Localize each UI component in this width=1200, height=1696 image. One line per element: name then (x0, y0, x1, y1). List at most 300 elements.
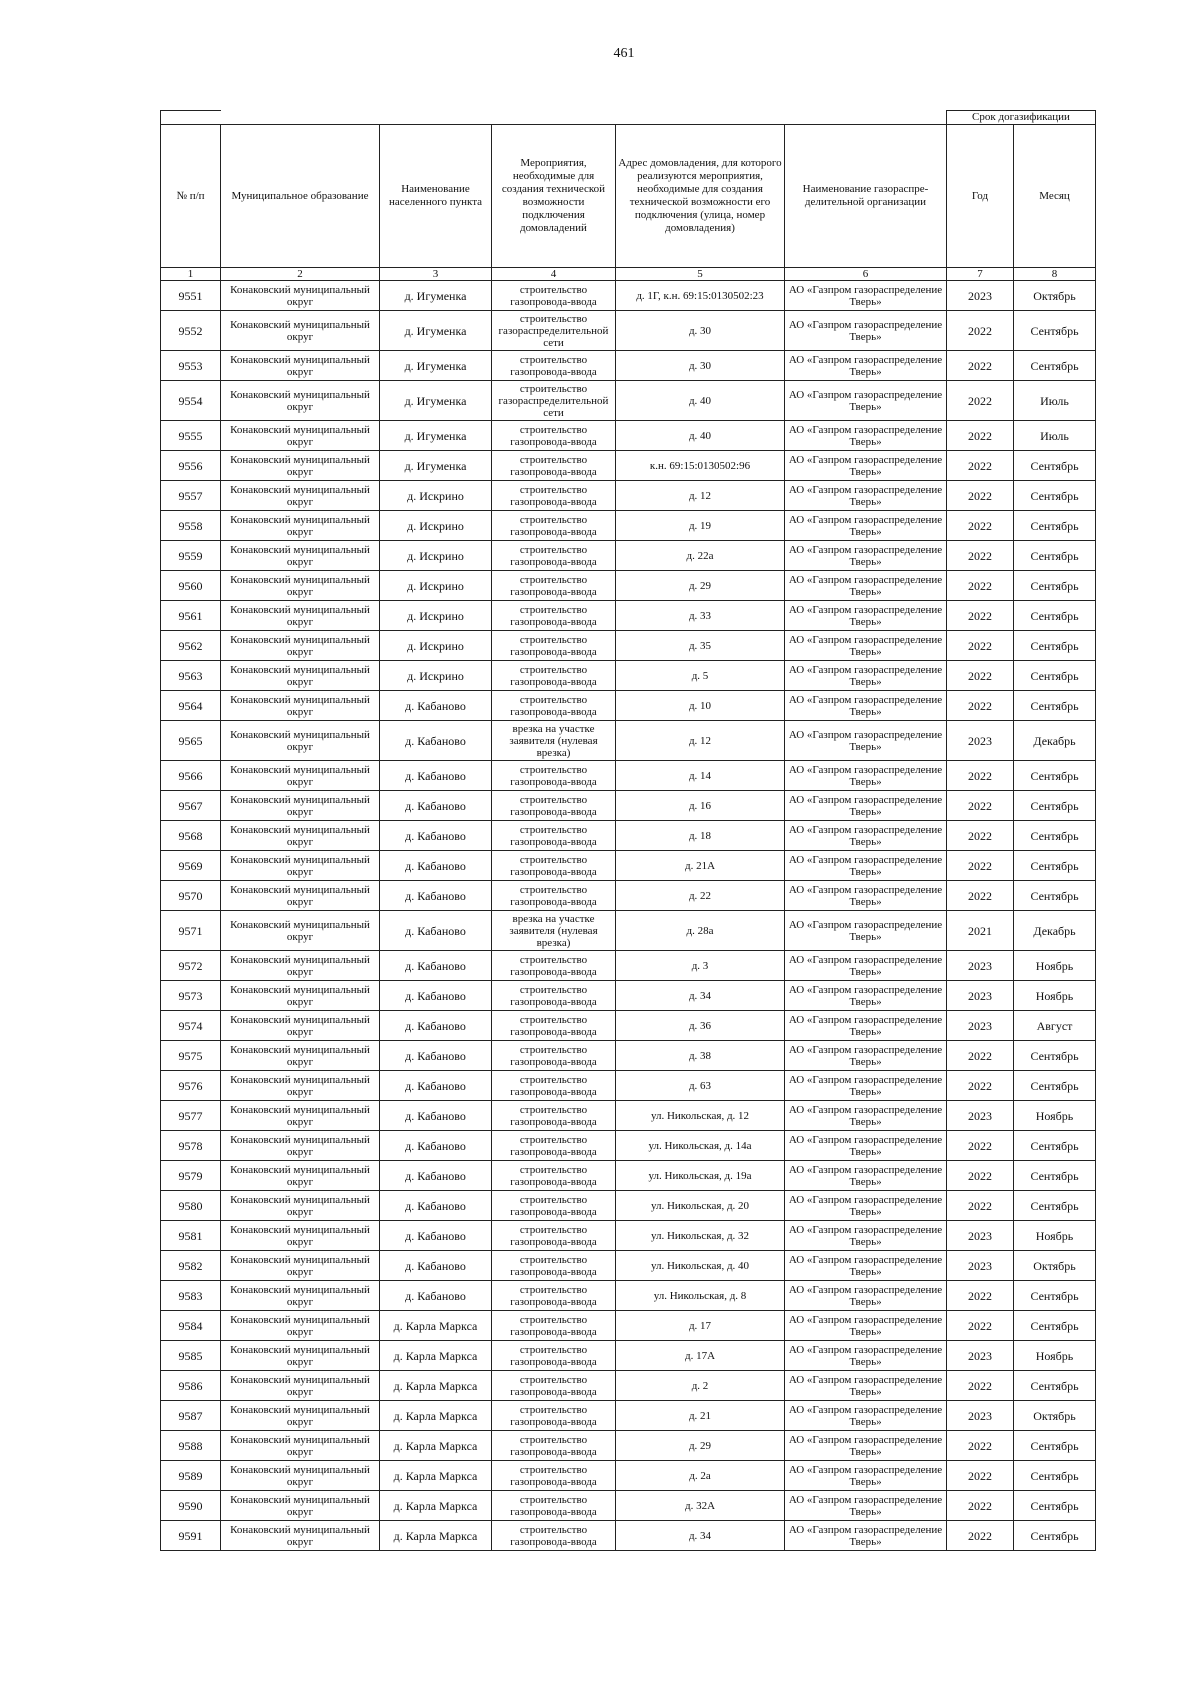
cell-month: Сентябрь (1014, 1371, 1096, 1401)
cell-address: д. 29 (616, 1431, 785, 1461)
cell-organization: АО «Газпром газораспределение Тверь» (785, 851, 947, 881)
cell-settlement: д. Кабаново (380, 721, 492, 761)
cell-settlement: д. Кабаново (380, 1041, 492, 1071)
cell-month: Сентябрь (1014, 631, 1096, 661)
cell-year: 2022 (947, 881, 1014, 911)
cell-settlement: д. Кабаново (380, 791, 492, 821)
cell-settlement: д. Кабаново (380, 911, 492, 951)
cell-month: Сентябрь (1014, 851, 1096, 881)
cell-settlement: д. Игуменка (380, 281, 492, 311)
cell-month: Ноябрь (1014, 1341, 1096, 1371)
table-row (161, 1401, 1096, 1431)
table-row (161, 311, 1096, 351)
cell-number: 9580 (161, 1191, 221, 1221)
cell-action: строительство газопровода-ввода (492, 1521, 616, 1551)
cell-action: строительство газораспределительной сети (492, 311, 616, 351)
cell-municipality: Конаковский муниципальный округ (221, 1101, 380, 1131)
table-row (161, 691, 1096, 721)
cell-address: д. 21А (616, 851, 785, 881)
cell-address: ул. Никольская, д. 14а (616, 1131, 785, 1161)
cell-address: д. 63 (616, 1071, 785, 1101)
cell-year: 2022 (947, 1461, 1014, 1491)
cell-action: строительство газопровода-ввода (492, 1161, 616, 1191)
cell-month: Ноябрь (1014, 1221, 1096, 1251)
cell-organization: АО «Газпром газораспределение Тверь» (785, 1521, 947, 1551)
cell-municipality: Конаковский муниципальный округ (221, 281, 380, 311)
cell-address: д. 21 (616, 1401, 785, 1431)
cell-month: Сентябрь (1014, 661, 1096, 691)
cell-month: Декабрь (1014, 911, 1096, 951)
cell-number: 9557 (161, 481, 221, 511)
table-row (161, 1191, 1096, 1221)
cell-municipality: Конаковский муниципальный округ (221, 761, 380, 791)
cell-number: 9559 (161, 541, 221, 571)
cell-year: 2022 (947, 1041, 1014, 1071)
cell-year: 2022 (947, 821, 1014, 851)
cell-year: 2022 (947, 1131, 1014, 1161)
cell-action: строительство газопровода-ввода (492, 1281, 616, 1311)
cell-action: строительство газопровода-ввода (492, 1491, 616, 1521)
cell-action: строительство газопровода-ввода (492, 1131, 616, 1161)
table-row (161, 481, 1096, 511)
table-row (161, 1041, 1096, 1071)
cell-number: 9562 (161, 631, 221, 661)
table-row (161, 451, 1096, 481)
cell-address: ул. Никольская, д. 20 (616, 1191, 785, 1221)
column-number: 4 (492, 268, 616, 281)
cell-month: Сентябрь (1014, 1521, 1096, 1551)
cell-municipality: Конаковский муниципальный округ (221, 1521, 380, 1551)
cell-year: 2023 (947, 1011, 1014, 1041)
cell-organization: АО «Газпром газораспределение Тверь» (785, 1221, 947, 1251)
cell-number: 9573 (161, 981, 221, 1011)
cell-address: д. 17 (616, 1311, 785, 1341)
cell-municipality: Конаковский муниципальный округ (221, 951, 380, 981)
cell-number: 9591 (161, 1521, 221, 1551)
cell-settlement: д. Искрино (380, 661, 492, 691)
cell-number: 9564 (161, 691, 221, 721)
cell-municipality: Конаковский муниципальный округ (221, 791, 380, 821)
cell-year: 2023 (947, 721, 1014, 761)
cell-municipality: Конаковский муниципальный округ (221, 1041, 380, 1071)
table-row (161, 351, 1096, 381)
cell-settlement: д. Кабаново (380, 761, 492, 791)
cell-month: Сентябрь (1014, 571, 1096, 601)
cell-address: д. 38 (616, 1041, 785, 1071)
cell-number: 9574 (161, 1011, 221, 1041)
cell-settlement: д. Кабаново (380, 691, 492, 721)
cell-month: Июль (1014, 421, 1096, 451)
cell-number: 9588 (161, 1431, 221, 1461)
cell-year: 2021 (947, 911, 1014, 951)
cell-municipality: Конаковский муниципальный округ (221, 1191, 380, 1221)
cell-action: строительство газопровода-ввода (492, 541, 616, 571)
table-row (161, 1461, 1096, 1491)
cell-month: Июль (1014, 381, 1096, 421)
cell-address: ул. Никольская, д. 40 (616, 1251, 785, 1281)
cell-organization: АО «Газпром газораспределение Тверь» (785, 481, 947, 511)
cell-settlement: д. Кабаново (380, 1011, 492, 1041)
header-address: Адрес домовладения, для которого реализуются мероприятия, необходимые для создания технической возможности его подключения (улица, номер домовладения) (616, 125, 785, 268)
cell-action: строительство газораспределительной сети (492, 381, 616, 421)
cell-municipality: Конаковский муниципальный округ (221, 631, 380, 661)
cell-settlement: д. Игуменка (380, 421, 492, 451)
column-number: 1 (161, 268, 221, 281)
table-header (161, 111, 1096, 281)
cell-action: строительство газопровода-ввода (492, 631, 616, 661)
cell-year: 2023 (947, 1101, 1014, 1131)
cell-municipality: Конаковский муниципальный округ (221, 511, 380, 541)
cell-address: д. 14 (616, 761, 785, 791)
cell-number: 9554 (161, 381, 221, 421)
cell-organization: АО «Газпром газораспределение Тверь» (785, 951, 947, 981)
cell-address: д. 2 (616, 1371, 785, 1401)
header-action: Мероприятия, необходимые для создания технической возможности подключения домовладений (492, 125, 616, 268)
cell-municipality: Конаковский муниципальный округ (221, 1311, 380, 1341)
cell-municipality: Конаковский муниципальный округ (221, 1491, 380, 1521)
cell-municipality: Конаковский муниципальный округ (221, 851, 380, 881)
cell-month: Сентябрь (1014, 601, 1096, 631)
cell-number: 9555 (161, 421, 221, 451)
cell-number: 9576 (161, 1071, 221, 1101)
cell-address: ул. Никольская, д. 8 (616, 1281, 785, 1311)
table-row (161, 541, 1096, 571)
cell-number: 9572 (161, 951, 221, 981)
header-num: № п/п (161, 125, 221, 268)
cell-settlement: д. Кабаново (380, 1221, 492, 1251)
cell-address: д. 30 (616, 351, 785, 381)
cell-month: Сентябрь (1014, 311, 1096, 351)
cell-address: д. 19 (616, 511, 785, 541)
cell-settlement: д. Карла Маркса (380, 1461, 492, 1491)
cell-address: д. 28а (616, 911, 785, 951)
cell-settlement: д. Кабаново (380, 981, 492, 1011)
cell-month: Сентябрь (1014, 1431, 1096, 1461)
table-row (161, 1341, 1096, 1371)
table-row (161, 1281, 1096, 1311)
cell-year: 2022 (947, 1371, 1014, 1401)
table-row (161, 881, 1096, 911)
table-row (161, 281, 1096, 311)
table-row (161, 821, 1096, 851)
header-month: Месяц (1014, 125, 1096, 268)
cell-action: строительство газопровода-ввода (492, 351, 616, 381)
cell-year: 2023 (947, 981, 1014, 1011)
column-number: 3 (380, 268, 492, 281)
cell-settlement: д. Кабаново (380, 1101, 492, 1131)
cell-organization: АО «Газпром газораспределение Тверь» (785, 511, 947, 541)
cell-organization: АО «Газпром газораспределение Тверь» (785, 1461, 947, 1491)
cell-action: строительство газопровода-ввода (492, 1371, 616, 1401)
cell-year: 2023 (947, 1401, 1014, 1431)
cell-number: 9587 (161, 1401, 221, 1431)
cell-settlement: д. Карла Маркса (380, 1311, 492, 1341)
cell-settlement: д. Искрино (380, 511, 492, 541)
cell-municipality: Конаковский муниципальный округ (221, 911, 380, 951)
table-row (161, 1161, 1096, 1191)
cell-number: 9583 (161, 1281, 221, 1311)
cell-settlement: д. Кабаново (380, 821, 492, 851)
column-number: 6 (785, 268, 947, 281)
cell-year: 2022 (947, 851, 1014, 881)
cell-organization: АО «Газпром газораспределение Тверь» (785, 1251, 947, 1281)
cell-month: Декабрь (1014, 721, 1096, 761)
cell-action: строительство газопровода-ввода (492, 1011, 616, 1041)
cell-year: 2022 (947, 381, 1014, 421)
cell-month: Ноябрь (1014, 951, 1096, 981)
cell-organization: АО «Газпром газораспределение Тверь» (785, 451, 947, 481)
cell-month: Сентябрь (1014, 1461, 1096, 1491)
cell-year: 2022 (947, 571, 1014, 601)
cell-municipality: Конаковский муниципальный округ (221, 881, 380, 911)
cell-address: д. 16 (616, 791, 785, 821)
cell-year: 2022 (947, 1431, 1014, 1461)
cell-action: строительство газопровода-ввода (492, 1251, 616, 1281)
cell-number: 9585 (161, 1341, 221, 1371)
cell-action: строительство газопровода-ввода (492, 451, 616, 481)
cell-organization: АО «Газпром газораспределение Тверь» (785, 541, 947, 571)
cell-address: д. 29 (616, 571, 785, 601)
cell-municipality: Конаковский муниципальный округ (221, 1131, 380, 1161)
cell-action: строительство газопровода-ввода (492, 691, 616, 721)
cell-address: д. 10 (616, 691, 785, 721)
cell-number: 9558 (161, 511, 221, 541)
cell-organization: АО «Газпром газораспределение Тверь» (785, 1131, 947, 1161)
cell-organization: АО «Газпром газораспределение Тверь» (785, 311, 947, 351)
table-row (161, 1011, 1096, 1041)
cell-municipality: Конаковский муниципальный округ (221, 1281, 380, 1311)
cell-month: Сентябрь (1014, 761, 1096, 791)
cell-number: 9552 (161, 311, 221, 351)
cell-year: 2022 (947, 421, 1014, 451)
cell-year: 2023 (947, 1341, 1014, 1371)
cell-organization: АО «Газпром газораспределение Тверь» (785, 661, 947, 691)
cell-month: Сентябрь (1014, 1131, 1096, 1161)
cell-settlement: д. Кабаново (380, 951, 492, 981)
table-row (161, 981, 1096, 1011)
cell-number: 9577 (161, 1101, 221, 1131)
cell-settlement: д. Кабаново (380, 881, 492, 911)
cell-settlement: д. Кабаново (380, 1131, 492, 1161)
cell-organization: АО «Газпром газораспределение Тверь» (785, 1041, 947, 1071)
cell-year: 2022 (947, 481, 1014, 511)
table-body (161, 281, 1096, 1551)
cell-organization: АО «Газпром газораспределение Тверь» (785, 601, 947, 631)
column-number: 2 (221, 268, 380, 281)
cell-year: 2022 (947, 511, 1014, 541)
cell-month: Октябрь (1014, 1251, 1096, 1281)
cell-address: д. 30 (616, 311, 785, 351)
cell-action: строительство газопровода-ввода (492, 951, 616, 981)
cell-municipality: Конаковский муниципальный округ (221, 721, 380, 761)
table-row (161, 721, 1096, 761)
cell-year: 2022 (947, 1071, 1014, 1101)
cell-organization: АО «Газпром газораспределение Тверь» (785, 1011, 947, 1041)
cell-settlement: д. Игуменка (380, 451, 492, 481)
cell-settlement: д. Карла Маркса (380, 1341, 492, 1371)
table-row (161, 1371, 1096, 1401)
cell-action: строительство газопровода-ввода (492, 881, 616, 911)
cell-month: Сентябрь (1014, 881, 1096, 911)
cell-municipality: Конаковский муниципальный округ (221, 451, 380, 481)
cell-municipality: Конаковский муниципальный округ (221, 1161, 380, 1191)
table-row (161, 951, 1096, 981)
cell-month: Сентябрь (1014, 351, 1096, 381)
cell-month: Сентябрь (1014, 1071, 1096, 1101)
cell-settlement: д. Кабаново (380, 1071, 492, 1101)
cell-municipality: Конаковский муниципальный округ (221, 821, 380, 851)
cell-month: Сентябрь (1014, 541, 1096, 571)
cell-action: строительство газопровода-ввода (492, 661, 616, 691)
cell-number: 9581 (161, 1221, 221, 1251)
table-row (161, 1131, 1096, 1161)
cell-year: 2022 (947, 761, 1014, 791)
cell-action: строительство газопровода-ввода (492, 981, 616, 1011)
cell-month: Сентябрь (1014, 821, 1096, 851)
cell-month: Сентябрь (1014, 451, 1096, 481)
cell-year: 2022 (947, 1191, 1014, 1221)
cell-municipality: Конаковский муниципальный округ (221, 1071, 380, 1101)
cell-action: строительство газопровода-ввода (492, 1041, 616, 1071)
cell-settlement: д. Кабаново (380, 1191, 492, 1221)
cell-month: Сентябрь (1014, 791, 1096, 821)
cell-number: 9570 (161, 881, 221, 911)
table-row (161, 1101, 1096, 1131)
cell-address: д. 22а (616, 541, 785, 571)
cell-number: 9582 (161, 1251, 221, 1281)
cell-address: д. 12 (616, 721, 785, 761)
cell-action: строительство газопровода-ввода (492, 281, 616, 311)
cell-municipality: Конаковский муниципальный округ (221, 1221, 380, 1251)
cell-address: ул. Никольская, д. 32 (616, 1221, 785, 1251)
cell-municipality: Конаковский муниципальный округ (221, 661, 380, 691)
cell-municipality: Конаковский муниципальный округ (221, 481, 380, 511)
cell-municipality: Конаковский муниципальный округ (221, 421, 380, 451)
cell-organization: АО «Газпром газораспределение Тверь» (785, 1071, 947, 1101)
cell-organization: АО «Газпром газораспределение Тверь» (785, 381, 947, 421)
cell-municipality: Конаковский муниципальный округ (221, 1251, 380, 1281)
cell-municipality: Конаковский муниципальный округ (221, 541, 380, 571)
cell-settlement: д. Игуменка (380, 311, 492, 351)
cell-settlement: д. Карла Маркса (380, 1401, 492, 1431)
cell-organization: АО «Газпром газораспределение Тверь» (785, 1101, 947, 1131)
cell-municipality: Конаковский муниципальный округ (221, 1401, 380, 1431)
table-row (161, 631, 1096, 661)
cell-year: 2022 (947, 1521, 1014, 1551)
cell-month: Сентябрь (1014, 1491, 1096, 1521)
cell-number: 9575 (161, 1041, 221, 1071)
cell-number: 9569 (161, 851, 221, 881)
cell-number: 9566 (161, 761, 221, 791)
cell-organization: АО «Газпром газораспределение Тверь» (785, 281, 947, 311)
cell-year: 2022 (947, 311, 1014, 351)
cell-action: строительство газопровода-ввода (492, 1461, 616, 1491)
cell-month: Ноябрь (1014, 981, 1096, 1011)
cell-year: 2022 (947, 661, 1014, 691)
cell-municipality: Конаковский муниципальный округ (221, 351, 380, 381)
cell-organization: АО «Газпром газораспределение Тверь» (785, 1341, 947, 1371)
cell-address: д. 2а (616, 1461, 785, 1491)
table-row (161, 911, 1096, 951)
cell-municipality: Конаковский муниципальный округ (221, 1431, 380, 1461)
cell-settlement: д. Искрино (380, 481, 492, 511)
cell-settlement: д. Кабаново (380, 1161, 492, 1191)
table-row (161, 511, 1096, 541)
page-number: 461 (613, 46, 635, 61)
table-row (161, 421, 1096, 451)
header-organization: Наименование газораспре-делительной организации (785, 125, 947, 268)
cell-action: строительство газопровода-ввода (492, 851, 616, 881)
column-number: 7 (947, 268, 1014, 281)
cell-year: 2022 (947, 791, 1014, 821)
cell-action: строительство газопровода-ввода (492, 1401, 616, 1431)
cell-organization: АО «Газпром газораспределение Тверь» (785, 981, 947, 1011)
cell-month: Сентябрь (1014, 691, 1096, 721)
cell-number: 9561 (161, 601, 221, 631)
cell-month: Сентябрь (1014, 1311, 1096, 1341)
table-row (161, 1311, 1096, 1341)
cell-number: 9584 (161, 1311, 221, 1341)
cell-address: ул. Никольская, д. 12 (616, 1101, 785, 1131)
cell-organization: АО «Газпром газораспределение Тверь» (785, 571, 947, 601)
cell-number: 9586 (161, 1371, 221, 1401)
cell-settlement: д. Искрино (380, 541, 492, 571)
cell-settlement: д. Искрино (380, 601, 492, 631)
cell-municipality: Конаковский муниципальный округ (221, 601, 380, 631)
cell-address: д. 33 (616, 601, 785, 631)
cell-address: д. 5 (616, 661, 785, 691)
cell-organization: АО «Газпром газораспределение Тверь» (785, 1311, 947, 1341)
cell-organization: АО «Газпром газораспределение Тверь» (785, 691, 947, 721)
cell-organization: АО «Газпром газораспределение Тверь» (785, 881, 947, 911)
cell-action: строительство газопровода-ввода (492, 761, 616, 791)
cell-settlement: д. Игуменка (380, 351, 492, 381)
cell-address: д. 40 (616, 421, 785, 451)
cell-settlement: д. Карла Маркса (380, 1491, 492, 1521)
header-settlement: Наименование населенного пункта (380, 125, 492, 268)
cell-address: д. 1Г, к.н. 69:15:0130502:23 (616, 281, 785, 311)
cell-number: 9556 (161, 451, 221, 481)
cell-organization: АО «Газпром газораспределение Тверь» (785, 821, 947, 851)
cell-number: 9579 (161, 1161, 221, 1191)
cell-address: д. 32А (616, 1491, 785, 1521)
cell-year: 2023 (947, 1251, 1014, 1281)
cell-action: строительство газопровода-ввода (492, 421, 616, 451)
cell-action: строительство газопровода-ввода (492, 1311, 616, 1341)
cell-address: д. 36 (616, 1011, 785, 1041)
cell-settlement: д. Карла Маркса (380, 1431, 492, 1461)
table-row (161, 1071, 1096, 1101)
cell-organization: АО «Газпром газораспределение Тверь» (785, 1281, 947, 1311)
table-row (161, 1521, 1096, 1551)
cell-organization: АО «Газпром газораспределение Тверь» (785, 911, 947, 951)
cell-address: д. 12 (616, 481, 785, 511)
cell-number: 9578 (161, 1131, 221, 1161)
cell-year: 2022 (947, 1491, 1014, 1521)
cell-year: 2022 (947, 601, 1014, 631)
cell-number: 9560 (161, 571, 221, 601)
cell-year: 2022 (947, 1161, 1014, 1191)
cell-address: д. 34 (616, 981, 785, 1011)
cell-municipality: Конаковский муниципальный округ (221, 981, 380, 1011)
cell-organization: АО «Газпром газораспределение Тверь» (785, 1191, 947, 1221)
cell-number: 9567 (161, 791, 221, 821)
cell-settlement: д. Кабаново (380, 1251, 492, 1281)
cell-organization: АО «Газпром газораспределение Тверь» (785, 1161, 947, 1191)
cell-year: 2022 (947, 1311, 1014, 1341)
cell-number: 9553 (161, 351, 221, 381)
cell-action: врезка на участке заявителя (нулевая врезка) (492, 721, 616, 761)
